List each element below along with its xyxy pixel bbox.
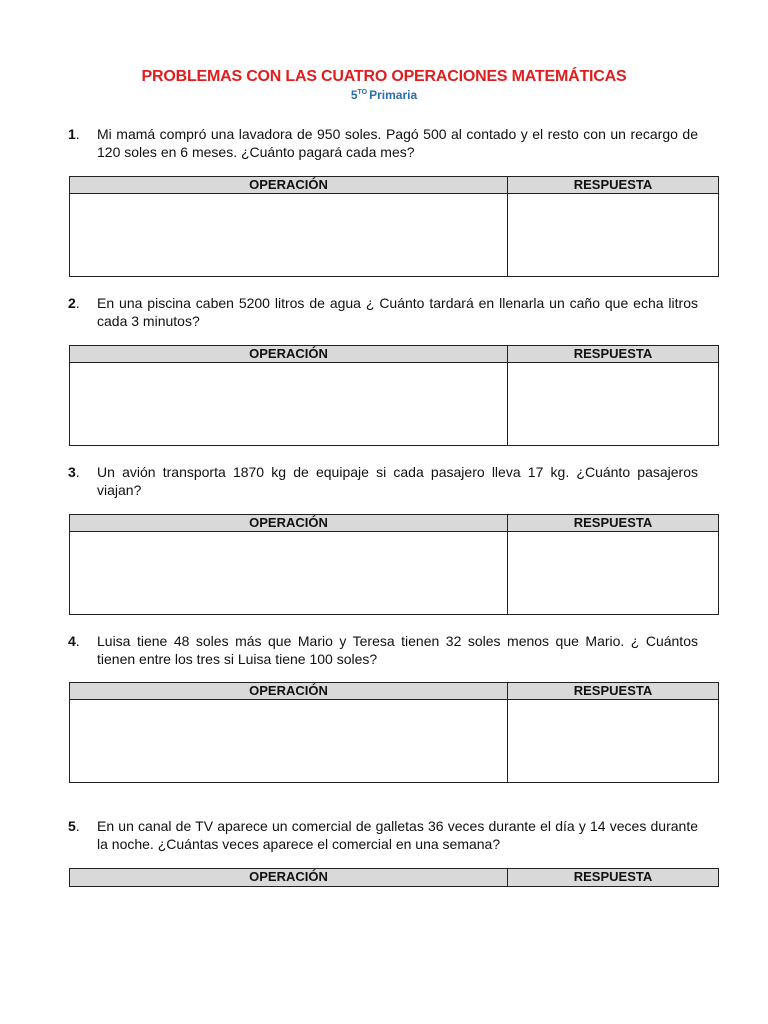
problem-text: Mi mamá compró una lavadora de 950 soles. Pagó 500 al contado y el resto con un recargo de 120 soles en 6 meses. ¿Cuánto pagará cada mes? xyxy=(97,126,698,160)
answer-cell[interactable] xyxy=(508,363,718,445)
operation-cell[interactable] xyxy=(70,532,508,614)
problem-number: 1. xyxy=(68,126,80,142)
answer-table-3 xyxy=(69,514,719,615)
grade-level: Primaria xyxy=(369,88,418,102)
answer-header: RESPUESTA xyxy=(573,869,653,884)
answer-cell[interactable] xyxy=(508,700,718,782)
answer-table-2 xyxy=(69,345,719,446)
problem-text: Luisa tiene 48 soles más que Mario y Teresa tienen 32 soles menos que Mario. ¿ Cuántos tienen entre los tres si Luisa tiene 100 soles? xyxy=(97,633,698,667)
operation-header: OPERACIÓN xyxy=(70,683,508,699)
problem-text: En un canal de TV aparece un comercial de galletas 36 veces durante el día y 14 veces durante la noche. ¿Cuántas veces aparece el comercial en una semana? xyxy=(97,818,698,852)
operation-header: OPERACIÓN xyxy=(70,869,508,886)
problem-number: 4. xyxy=(68,633,80,649)
page-title: PROBLEMAS CON LAS CUATRO OPERACIONES MATEMÁTICAS xyxy=(141,68,627,85)
answer-header: RESPUESTA xyxy=(573,346,653,361)
answer-cell[interactable] xyxy=(508,194,718,276)
page-subtitle xyxy=(0,88,768,102)
answer-header: RESPUESTA xyxy=(573,515,653,530)
operation-header: OPERACIÓN xyxy=(70,346,508,362)
table-header xyxy=(70,177,718,194)
table-body xyxy=(70,700,718,782)
answer-table-4 xyxy=(69,682,719,783)
operation-cell[interactable] xyxy=(70,363,508,445)
table-header xyxy=(70,515,718,532)
answer-cell[interactable] xyxy=(508,532,718,614)
answer-header: RESPUESTA xyxy=(573,683,653,698)
table-body xyxy=(70,194,718,276)
table-body xyxy=(70,532,718,614)
problem-number: 2. xyxy=(68,295,80,311)
table-header xyxy=(70,869,718,886)
operation-cell[interactable] xyxy=(70,700,508,782)
problem-text: Un avión transporta 1870 kg de equipaje si cada pasajero lleva 17 kg. ¿Cuánto pasajeros viajan? xyxy=(97,464,698,498)
operation-cell[interactable] xyxy=(70,194,508,276)
answer-header: RESPUESTA xyxy=(573,177,653,192)
operation-header: OPERACIÓN xyxy=(70,515,508,531)
table-body xyxy=(70,363,718,445)
answer-table-1 xyxy=(69,176,719,277)
problem-text: En una piscina caben 5200 litros de agua ¿ Cuánto tardará en llenarla un caño que echa litros cada 3 minutos? xyxy=(97,295,698,329)
problem-number: 5. xyxy=(68,818,80,834)
operation-header: OPERACIÓN xyxy=(70,177,508,193)
answer-table-5 xyxy=(69,868,719,887)
table-header xyxy=(70,346,718,363)
grade-number: 5 xyxy=(350,88,358,102)
table-header xyxy=(70,683,718,700)
grade-superscript: TO xyxy=(357,89,368,96)
problem-number: 3. xyxy=(68,464,80,480)
